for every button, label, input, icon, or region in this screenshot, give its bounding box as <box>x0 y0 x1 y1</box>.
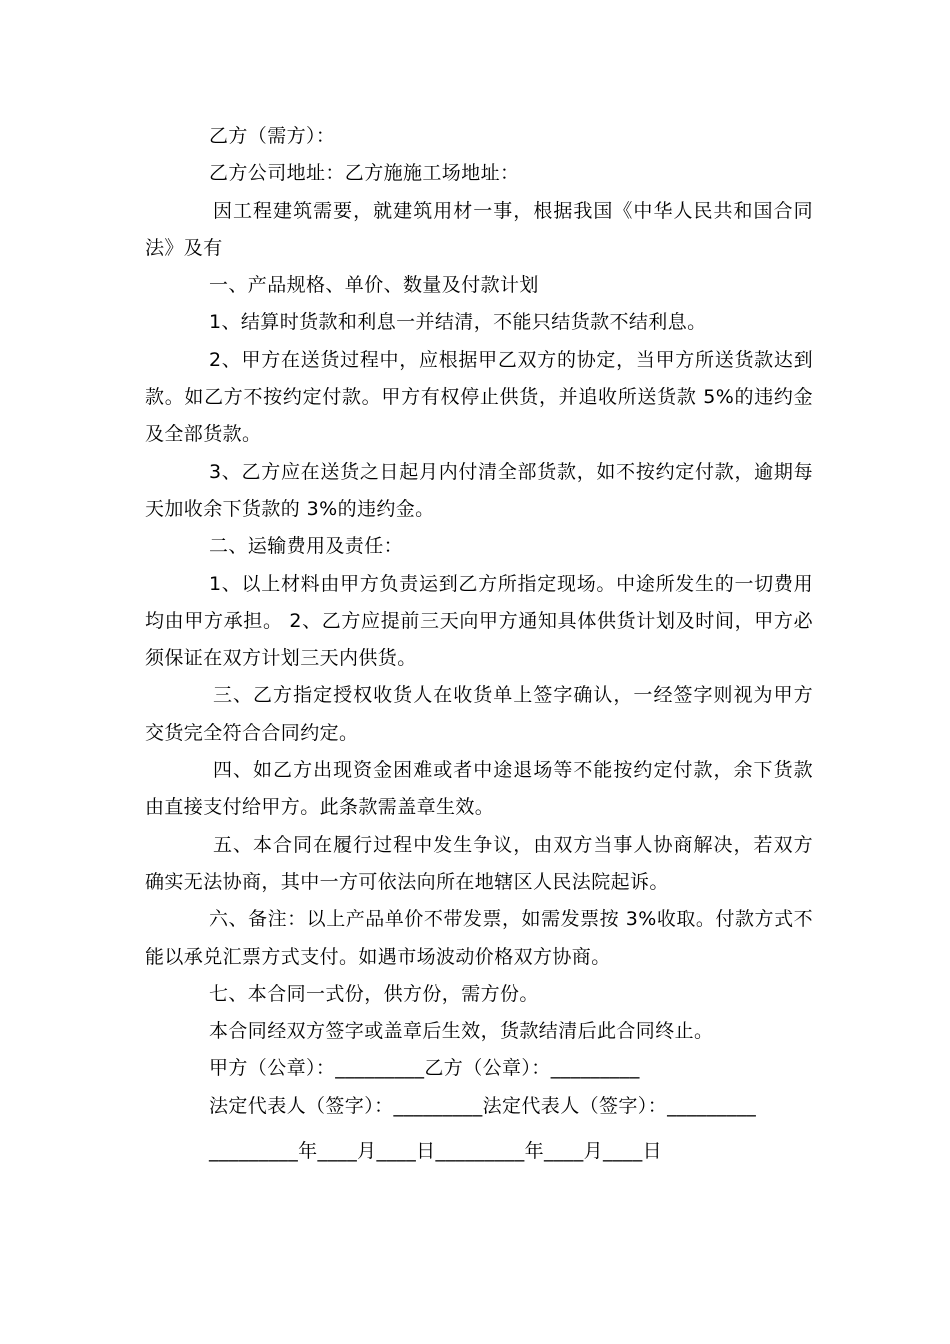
party-b-label: 乙方（需方）： <box>209 125 336 147</box>
preamble-paragraph: 因工程建筑需要，就建筑用材一事，根据我国《中华人民共和国合同法》及有 <box>145 199 813 259</box>
section-2-heading: 二、运输费用及责任： <box>209 535 404 558</box>
section-4-paragraph: 四、如乙方出现资金困难或者中途退场等不能按约定付款，余下货款由直接支付给甲方。此条款需盖章生效。 <box>145 759 813 819</box>
section-6-paragraph: 六、备注：以上产品单价不带发票，如需发票按 3%收取。付款方式不能以承兑汇票方式支付。如遇市场波动价格双方协商。 <box>145 908 813 968</box>
section-1-clause-1: 1、结算时货款和利息一并结清，不能只结货款不结利息。 <box>209 311 707 334</box>
seal-signature-line: 甲方（公章）：_________乙方（公章）：_________ <box>209 1057 640 1080</box>
section-1-clause-3: 3、乙方应在送货之日起月内付清全部货款，如不按约定付款，逾期每天加收余下货款的 3%的违约金。 <box>145 460 813 520</box>
date-line: _________年____月____日_________年____月____日 <box>209 1140 663 1163</box>
effective-clause: 本合同经双方签字或盖章后生效，货款结清后此合同终止。 <box>209 1020 714 1043</box>
section-1-clause-2: 2、甲方在送货过程中，应根据甲乙双方的协定，当甲方所送货款达到款。如乙方不按约定付款。甲方有权停止供货，并追收所送货款 5%的违约金及全部货款。 <box>145 348 813 446</box>
contract-body <box>145 118 813 1170</box>
party-b-address: 乙方公司地址：乙方施施工场地址： <box>209 162 520 185</box>
section-7-paragraph: 七、本合同一式份，供方份，需方份。 <box>209 982 539 1005</box>
section-1-heading: 一、产品规格、单价、数量及付款计划 <box>209 274 539 297</box>
section-3-paragraph: 三、乙方指定授权收货人在收货单上签字确认，一经签字则视为甲方交货完全符合合同约定。 <box>145 684 813 744</box>
section-2-clauses: 1、以上材料由甲方负责运到乙方所指定现场。中途所发生的一切费用均由甲方承担。 2、乙方应提前三天向甲方通知具体供货计划及时间，甲方必须保证在双方计划三天内供货。 <box>145 572 813 670</box>
representative-signature-line: 法定代表人（签字）：_________法定代表人（签字）：_________ <box>209 1094 757 1117</box>
section-5-paragraph: 五、本合同在履行过程中发生争议，由双方当事人协商解决，若双方确实无法协商，其中一方可依法向所在地辖区人民法院起诉。 <box>145 833 813 893</box>
